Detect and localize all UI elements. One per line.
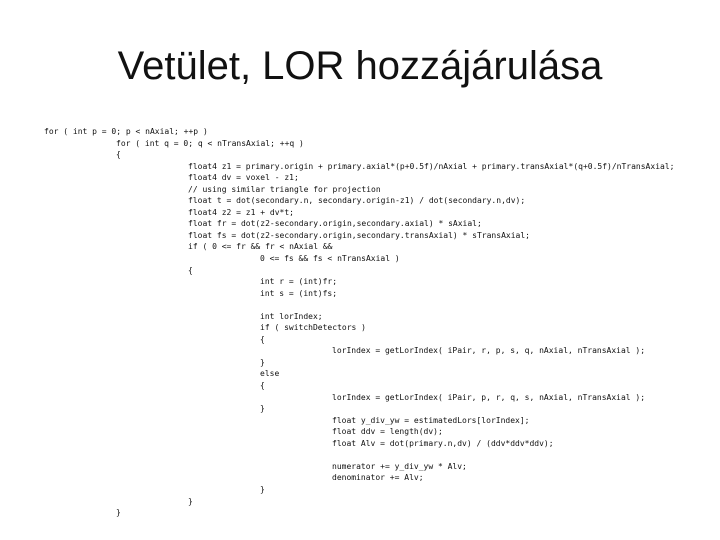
code-line: else: [260, 369, 280, 379]
code-line: float fs = dot(z2-secondary.origin,secondary.transAxial) * sTransAxial;: [188, 230, 530, 240]
code-line: float4 z1 = primary.origin + primary.axial*(p+0.5f)/nAxial + primary.transAxial*(q+0.5f)/nTransAxial;: [188, 161, 675, 171]
code-line: lorIndex = getLorIndex( iPair, p, r, q, s, nAxial, nTransAxial );: [332, 392, 646, 402]
code-line: float4 z2 = z1 + dv*t;: [188, 207, 294, 217]
code-line: int lorIndex;: [260, 311, 323, 321]
code-line: // using similar triangle for projection: [188, 184, 381, 194]
slide-title: Vetület, LOR hozzájárulása: [117, 44, 603, 88]
code-line: if ( switchDetectors ): [260, 323, 366, 333]
code-line: }: [260, 484, 265, 494]
code-line: int r = (int)fr;: [260, 277, 338, 287]
code-line: }: [260, 357, 265, 367]
code-line: for ( int q = 0; q < nTransAxial; ++q ): [116, 138, 304, 148]
code-line: float4 dv = voxel - z1;: [188, 173, 299, 183]
code-line: {: [260, 334, 265, 344]
code-line: float y_div_yw = estimatedLors[lorIndex];: [332, 415, 530, 425]
code-line: numerator += y_div_yw * Alv;: [332, 461, 467, 471]
code-line: }: [260, 404, 265, 414]
code-line: }: [188, 496, 193, 506]
code-line: float t = dot(secondary.n, secondary.origin-z1) / dot(secondary.n,dv);: [188, 196, 526, 206]
code-line: float ddv = length(dv);: [332, 427, 443, 437]
code-line: float fr = dot(z2-secondary.origin,secondary.axial) * sAxial;: [188, 219, 482, 229]
code-line: if ( 0 <= fr && fr < nAxial &&: [188, 242, 333, 252]
code-line: int s = (int)fs;: [260, 288, 338, 298]
code-line: [44, 449, 704, 461]
code-line: lorIndex = getLorIndex( iPair, r, p, s, q, nAxial, nTransAxial );: [332, 346, 646, 356]
code-line: }: [116, 508, 121, 518]
code-line: denominator += Alv;: [332, 473, 424, 483]
code-line: {: [116, 150, 121, 160]
code-line: for ( int p = 0; p < nAxial; ++p ): [44, 127, 208, 136]
code-block: [44, 126, 704, 519]
code-line: {: [260, 381, 265, 391]
code-line: {: [188, 265, 193, 275]
code-line: 0 <= fs && fs < nTransAxial ): [260, 254, 400, 264]
code-line: float Alv = dot(primary.n,dv) / (ddv*ddv*ddv);: [332, 438, 554, 448]
code-line: [44, 299, 704, 311]
